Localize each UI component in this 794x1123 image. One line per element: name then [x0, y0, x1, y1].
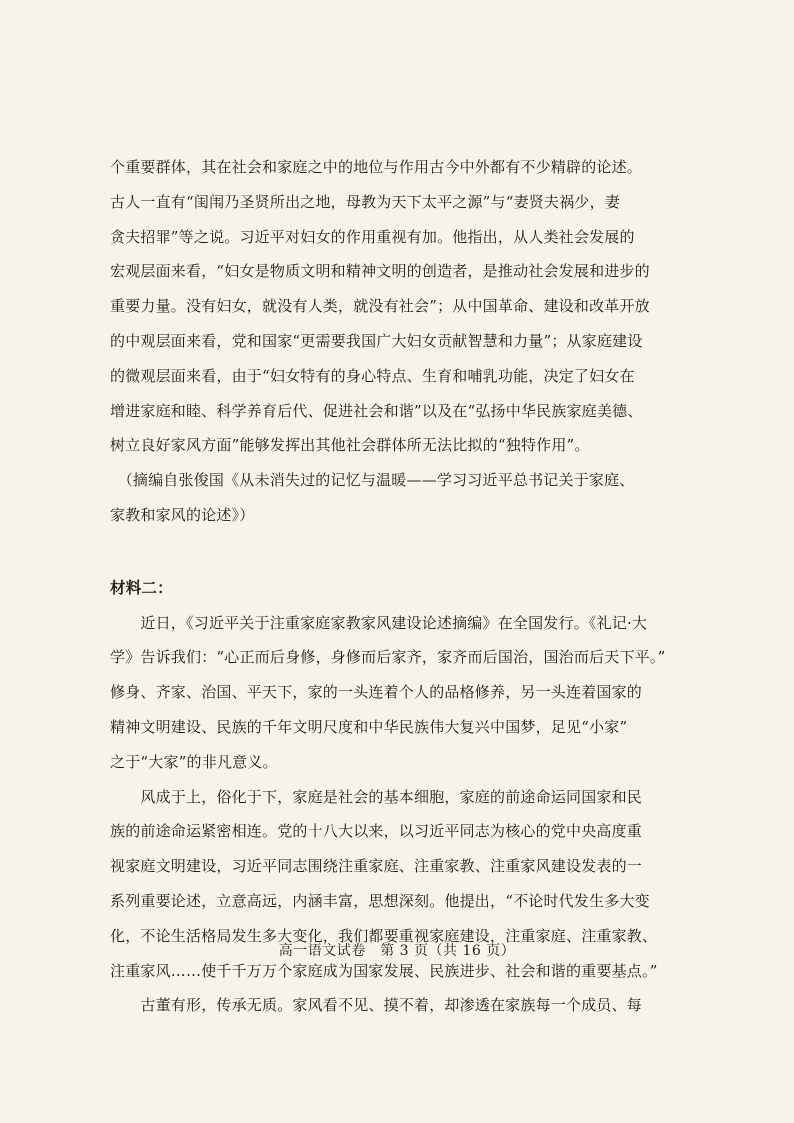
passage-line: 化，不论生活格局发生多大变化，我们都要重视家庭建设，注重家庭、注重家教、 [110, 926, 658, 945]
passage-line: 古人一直有“闺闱乃圣贤所出之地，母教为天下太平之源”与“妻贤夫祸少，妻 [110, 192, 621, 211]
section-spacer [110, 533, 695, 571]
passage-line: 族的前途命运紧密相连。党的十八大以来，以习近平同志为核心的党中央高度重 [110, 822, 643, 841]
material-one-passage [110, 150, 695, 533]
passage-line: 增进家庭和睦、科学养育后代、促进社会和谐”以及在“弘扬中华民族家庭美德、 [110, 401, 643, 420]
passage-line: 学》告诉我们：“心正而后身修，身修而后家齐，家齐而后国治，国治而后天下平。” [110, 648, 666, 667]
source-citation-line: 家教和家风的论述》） [110, 505, 255, 524]
passage-line: 精神文明建设、民族的千年文明尺度和中华民族伟大复兴中国梦，足见“小家” [110, 717, 628, 736]
source-citation-line: （摘编自张俊国《从未消失过的记忆与温暖——学习习近平总书记关于家庭、 [110, 471, 635, 490]
passage-line: 修身、齐家、治国、平天下，家的一头连着个人的品格修养，另一头连着国家的 [110, 683, 643, 702]
passage-line: 宏观层面来看，“妇女是物质文明和精神文明的创造者，是推动社会发展和进步的 [110, 262, 650, 281]
passage-line: 注重家风……使千千万万个家庭成为国家发展、民族进步、社会和谐的重要基点。” [110, 961, 658, 980]
passage-line: 近日，《习近平关于注重家庭家教家风建设论述摘编》在全国发行。《礼记·大 [110, 613, 648, 632]
passage-line: 重要力量。没有妇女，就没有人类，就没有社会”；从中国革命、建设和改革开放 [110, 297, 650, 316]
passage-line: 风成于上，俗化于下，家庭是社会的基本细胞，家庭的前途命运同国家和民 [110, 787, 643, 806]
passage-line: 的微观层面来看，由于“妇女特有的身心特点、生育和哺乳功能，决定了妇女在 [110, 366, 635, 385]
passage-line: 个重要群体，其在社会和家庭之中的地位与作用古今中外都有不少精辟的论述。 [110, 158, 643, 176]
page-footer: 高一语文试卷 第 3 页（共 16 页） [278, 943, 516, 959]
text-body [110, 150, 695, 1023]
passage-line: 贪夫招罪”等之说。习近平对妇女的作用重视有加。他指出，从人类社会发展的 [110, 227, 635, 246]
passage-line: 系列重要论述，立意高远，内涵丰富，思想深刻。他提出，“不论时代发生多大变 [110, 891, 650, 910]
passage-line: 视家庭文明建设，习近平同志围绕注重家庭、注重家教、注重家风建设发表的一 [110, 857, 643, 876]
passage-line: 之于“大家”的非凡意义。 [110, 752, 278, 771]
material-two-heading: 材料二： [110, 577, 173, 597]
material-two-passage [110, 606, 695, 1024]
passage-line: 的中观层面来看，党和国家“更需要我国广大妇女贡献智慧和力量”；从家庭建设 [110, 331, 643, 350]
passage-line: 古董有形，传承无质。家风看不见、摸不着，却渗透在家族每一个成员、每 [110, 996, 643, 1015]
passage-line: 树立良好家风方面”能够发挥出其他社会群体所无法比拟的“独特作用”。 [110, 436, 590, 455]
